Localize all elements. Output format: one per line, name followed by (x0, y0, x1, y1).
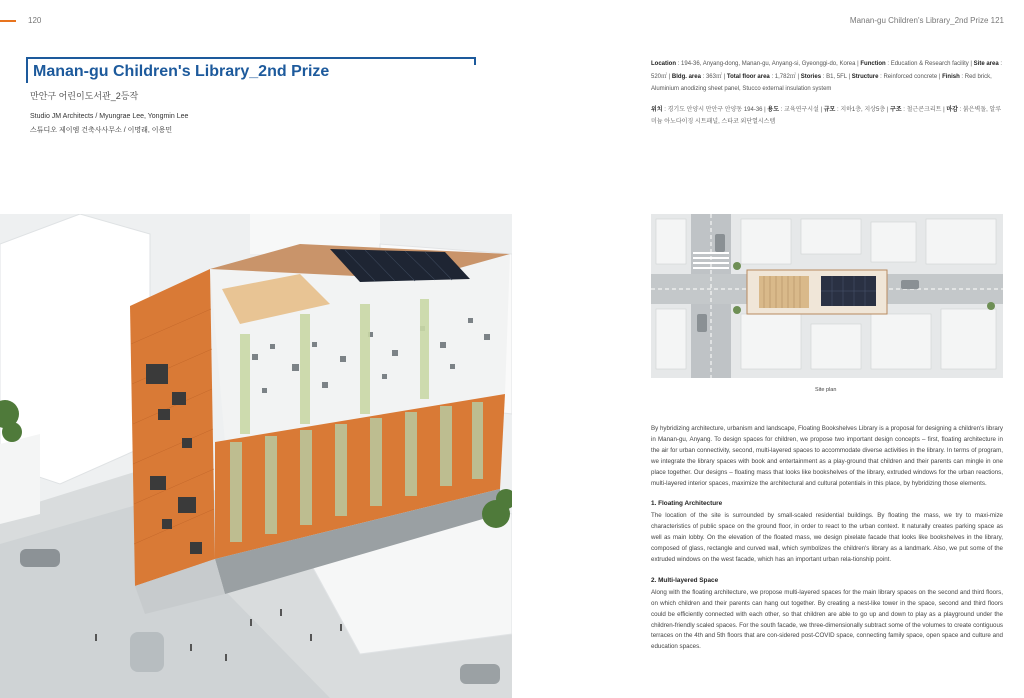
credits (30, 110, 188, 138)
page-accent-bar (0, 20, 16, 22)
credit-english: Studio JM Architects / Myungrae Lee, Yongmin Lee (30, 113, 189, 120)
project-info-korean: 위치 : 경기도 안양시 만안구 안양동 194-36 | 용도 : 교육연구시설 | 규모 : 지하1층, 지상5층 | 구조 : 철근콘크리트 | 마감 : 붉은벽돌, 알루미늄 아노다이징 시트패널, 스타코 외단열시스템 (651, 106, 1002, 125)
credit-korean: 스튜디오 제이엠 건축사사무소 / 이명래, 이용민 (30, 127, 173, 134)
title-rule-end (474, 57, 476, 65)
right-page (512, 0, 1024, 698)
left-page-number: 120 (28, 16, 42, 25)
section-heading-2: 2. Multi-layered Space (651, 576, 719, 584)
title-side-bar (26, 57, 28, 83)
page-title: Manan-gu Children's Library_2nd Prize (33, 63, 330, 80)
article-body (651, 424, 1003, 663)
project-info-english: Location : 194-36, Anyang-dong, Manan-gu, Anyang-si, Gyeonggi-do, Korea | Function : Education & Research facility | Site area : 520㎡ | Bldg. area : 363㎡ | Total floor area : 1,782㎡ | Stories : B1, 5FL | Structure : Reinforced concrete | Finish : Red brick, Aluminium anodizing sheet panel, Stucco external insulation system (651, 61, 1003, 92)
korean-title: 만안구 어린이도서관_2등작 (30, 91, 139, 101)
right-page-header (850, 16, 1004, 25)
intro-paragraph: By hybridizing architecture, urbanism and landscape, Floating Bookshelves Library is a proposal for designing a children's library in Manan-gu, Anyang. To design spaces for children, we propose two important design concepts – first, floating architecture in the air for urban connectivity, second, multi-layered spaces to accommodate diverse activities in the library. In terms of program, we integrate the library spaces with book and entertainment as a play-ground that children and their parents can mingle in one place together. Our designs – floating mass that looks like bookshelves of the library, extruded windows for the urban reactions, multi-layered interior spaces, maximize the architectural and cultural potentials in this place, by hybridizing those elements. (651, 425, 1003, 487)
project-info (651, 58, 1003, 129)
section-paragraph-2: Along with the floating architecture, we propose multi-layered spaces for the main library spaces on the second and third floors, on which children and their parents can hang out together. By creating a nest-like tower in the space, second and third floors could be efficiently connected with each other, so that children are able to go up and down to play as a playground under the children-friendly scaled spaces. For the south facade, we three-dimensionally subtract some of the volumes to create contiguous terraces on the 4th and 5th floors that are con-sidered post-COVID space, connecting family space, open space and culture and education spaces. (651, 588, 1003, 651)
building-rendering (0, 214, 512, 698)
right-page-number: 121 (990, 16, 1004, 25)
running-header: Manan-gu Children's Library_2nd Prize (849, 16, 989, 25)
section-heading-1: 1. Floating Architecture (651, 500, 723, 508)
site-plan-image (651, 214, 1003, 378)
site-plan-caption: Site plan (815, 387, 837, 393)
title-rule (26, 57, 476, 59)
section-paragraph-1: The location of the site is surrounded by small-scaled residential buildings. By floating the mass, we try to maxi-mize characteristics of public space on the ground floor, in order to react to the urban context. It naturally creates parking space as well as main lobby. On the elevation of the floated mass, we design pixelate facade that looks like bookshelves in the library, composed of glass, rectangle and curved wall, which symbolizes the children's library as a landmark. Also, we put some of the extruded windows on the west facade, which has an important urban rela-tionship point. (651, 512, 1003, 563)
